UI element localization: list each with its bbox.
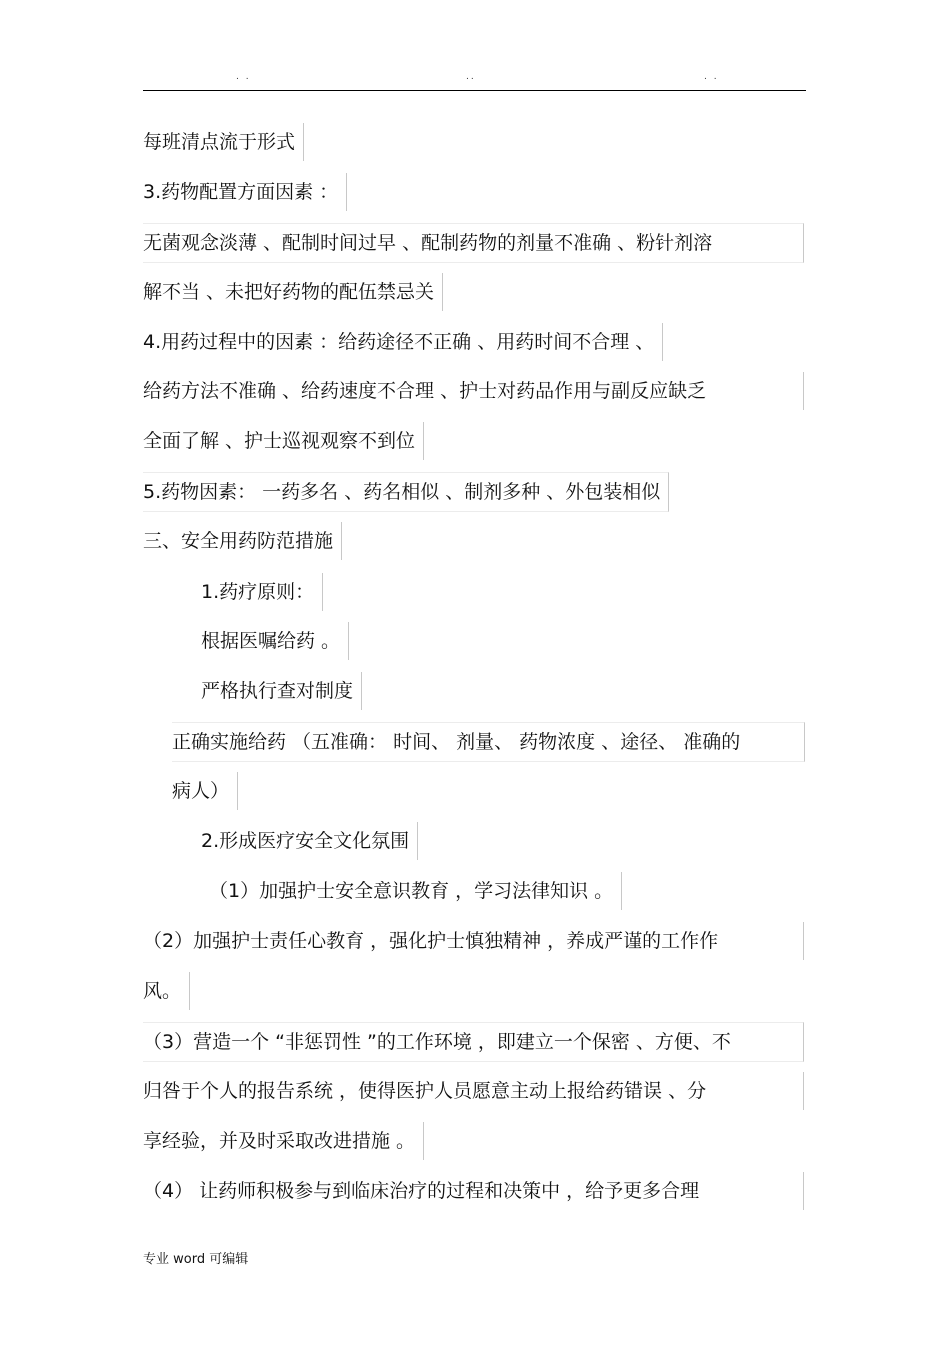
text-line: （1）加强护士安全意识教育 ，学习法律知识 。 <box>209 872 622 910</box>
text-line: 归咎于个人的报告系统 ，使得医护人员愿意主动上报给药错误 、分 <box>143 1072 804 1110</box>
text-line: 全面了解 、护士巡视观察不到位 <box>143 422 424 460</box>
header-dots-mid: .. <box>466 72 476 82</box>
section-heading: 三、安全用药防范措施 <box>143 522 342 560</box>
text-line: 3.药物配置方面因素 ： <box>143 173 347 211</box>
text-line: 正确实施给药 （五准确： 时间、 剂量、 药物浓度 、途径、 准确的 <box>172 722 805 762</box>
text-line: 1.药疗原则： <box>201 573 323 611</box>
text-line: 4.用药过程中的因素 ：给药途径不正确 、用药时间不合理 、 <box>143 323 663 361</box>
header-dots-right: . . <box>704 72 719 82</box>
text-line: 享经验，并及时采取改进措施 。 <box>143 1122 424 1160</box>
text-line: 5.药物因素： 一药多名 、药名相似 、制剂多种 、外包装相似 <box>143 472 669 512</box>
text-line: （4） 让药师积极参与到临床治疗的过程和决策中 ，给予更多合理 <box>143 1172 804 1210</box>
text-line: 每班清点流于形式 <box>143 123 304 161</box>
text-line: 根据医嘱给药 。 <box>201 622 349 660</box>
page-footer: 专业 word 可编辑 <box>143 1252 249 1267</box>
text-line: （3）营造一个 “非惩罚性 ”的工作环境 ，即建立一个保密 、方便、不 <box>143 1022 804 1062</box>
text-line: （2）加强护士责任心教育 ，强化护士慎独精神 ，养成严谨的工作作 <box>143 922 804 960</box>
text-line: 严格执行查对制度 <box>201 672 362 710</box>
text-line: 无菌观念淡薄 、配制时间过早 、配制药物的剂量不准确 、粉针剂溶 <box>143 223 804 263</box>
text-line: 病人） <box>172 772 238 810</box>
text-line: 解不当 、未把好药物的配伍禁忌关 <box>143 273 443 311</box>
text-line: 给药方法不准确 、给药速度不合理 、护士对药品作用与副反应缺乏 <box>143 372 804 410</box>
header-dots-left: . . <box>236 72 251 82</box>
text-line: 2.形成医疗安全文化氛围 <box>201 822 418 860</box>
header-rule <box>143 90 806 91</box>
text-line: 风。 <box>143 972 190 1010</box>
